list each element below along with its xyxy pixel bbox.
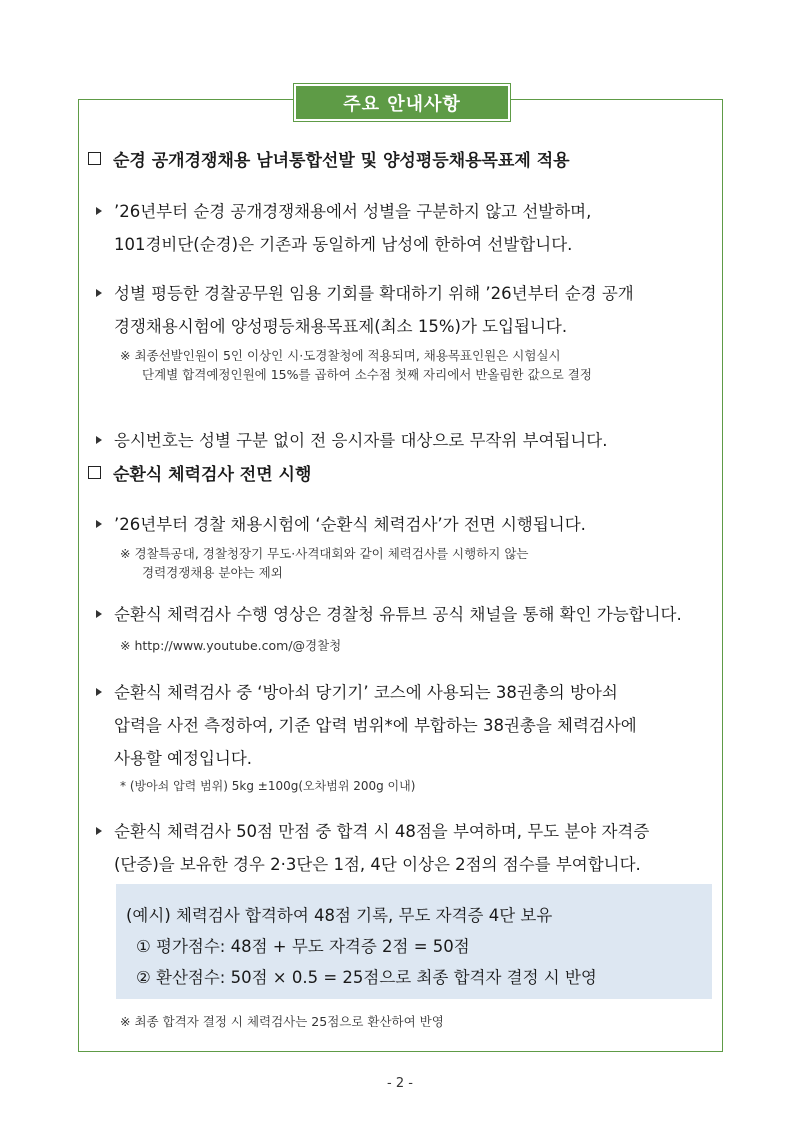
bullet-line: ’26년부터 순경 공개경쟁채용에서 성별을 구분하지 않고 선발하며, — [114, 202, 592, 221]
footnote-link[interactable] — [120, 636, 720, 655]
youtube-url[interactable]: ※ http://www.youtube.com/@경찰청 — [120, 638, 342, 653]
note-line: 경력경쟁채용 분야는 제외 — [142, 565, 283, 580]
bullet-item — [96, 508, 716, 541]
section-heading-text: 순환식 체력검사 전면 시행 — [113, 465, 312, 485]
footnote — [120, 777, 720, 796]
bullet-item — [96, 277, 716, 343]
example-box — [116, 884, 712, 999]
note-line: ※ 최종 합격자 결정 시 체력검사는 25점으로 환산하여 반영 — [120, 1014, 444, 1029]
bullet-line: 순환식 체력검사 50점 만점 중 합격 시 48점을 부여하며, 무도 분야 자격증 — [114, 822, 650, 841]
page-number: - 2 - — [387, 1076, 413, 1091]
bullet-line: 응시번호는 성별 구분 없이 전 응시자를 대상으로 무작위 부여됩니다. — [114, 431, 608, 450]
triangle-bullet-icon — [96, 289, 102, 297]
triangle-bullet-icon — [96, 827, 102, 835]
triangle-bullet-icon — [96, 520, 102, 528]
section-heading-text: 순경 공개경쟁채용 남녀통합선발 및 양성평등채용목표제 적용 — [113, 151, 570, 171]
bullet-line: 순환식 체력검사 중 ‘방아쇠 당기기’ 코스에 사용되는 38권총의 방아쇠 — [114, 683, 618, 702]
triangle-bullet-icon — [96, 688, 102, 696]
bullet-line: 사용할 예정입니다. — [114, 749, 253, 768]
bullet-line: 순환식 체력검사 수행 영상은 경찰청 유튜브 공식 채널을 통해 확인 가능합니다. — [114, 605, 682, 624]
bullet-line: 성별 평등한 경찰공무원 임용 기회를 확대하기 위해 ’26년부터 순경 공개 — [114, 284, 634, 303]
example-item-2: ② 환산점수: 50점 × 0.5 = 25점으로 최종 합격자 결정 시 반영 — [136, 968, 597, 987]
bullet-line: 압력을 사전 측정하여, 기준 압력 범위*에 부합하는 38권총을 체력검사에 — [114, 716, 637, 735]
triangle-bullet-icon — [96, 207, 102, 215]
triangle-bullet-icon — [96, 436, 102, 444]
bullet-item — [96, 598, 716, 631]
checkbox-square-icon — [88, 466, 101, 479]
bullet-item — [96, 195, 716, 261]
example-title: (예시) 체력검사 합격하여 48점 기록, 무도 자격증 4단 보유 — [126, 906, 553, 925]
bullet-line: ’26년부터 경찰 채용시험에 ‘순환식 체력검사’가 전면 시행됩니다. — [114, 515, 586, 534]
section-heading-2 — [88, 460, 311, 485]
example-item-1: ① 평가점수: 48점 + 무도 자격증 2점 = 50점 — [136, 937, 470, 956]
bullet-item — [96, 424, 716, 457]
triangle-bullet-icon — [96, 610, 102, 618]
footnote — [120, 346, 720, 384]
bullet-item — [96, 815, 716, 881]
note-line: 단계별 합격예정인원에 15%를 곱하여 소수점 첫째 자리에서 반올림한 값으로 결정 — [142, 367, 592, 382]
bullet-line: (단증)을 보유한 경우 2·3단은 1점, 4단 이상은 2점의 점수를 부여합니다. — [114, 855, 641, 874]
checkbox-square-icon — [88, 152, 101, 165]
notice-title: 주요 안내사항 — [294, 84, 510, 121]
bullet-line: 경쟁채용시험에 양성평등채용목표제(최소 15%)가 도입됩니다. — [114, 317, 568, 336]
footnote — [120, 544, 720, 582]
bullet-item — [96, 676, 716, 775]
section-heading-1 — [88, 146, 570, 171]
bullet-line: 101경비단(순경)은 기존과 동일하게 남성에 한하여 선발합니다. — [114, 235, 573, 254]
note-line: ※ 최종선발인원이 5인 이상인 시·도경찰청에 적용되며, 채용목표인원은 시험실시 — [120, 348, 561, 363]
note-line: ※ 경찰특공대, 경찰청장기 무도·사격대회와 같이 체력검사를 시행하지 않는 — [120, 546, 529, 561]
note-line: * (방아쇠 압력 범위) 5kg ±100g(오차범위 200g 이내) — [120, 779, 416, 793]
final-footnote — [120, 1012, 720, 1031]
